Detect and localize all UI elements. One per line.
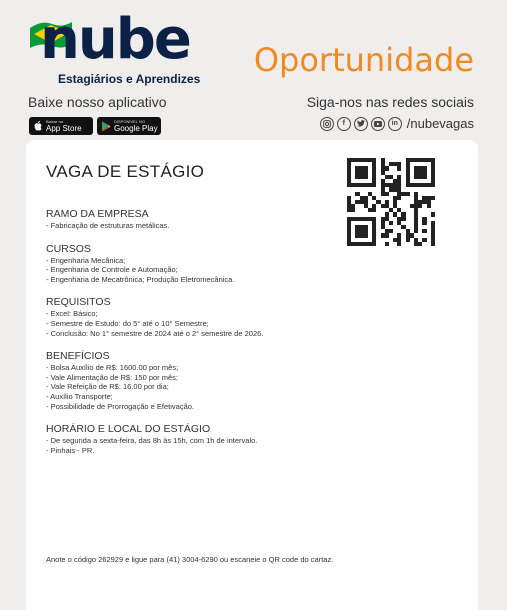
section-line: - Engenharia Mecânica; <box>46 255 126 265</box>
section-line: - Excel: Básico; <box>46 309 98 319</box>
job-card <box>26 140 478 610</box>
google-play-small-label: DISPONÍVEL NO <box>114 119 145 124</box>
footer-note: Anote o código 262929 e ligue para (41) 3004-6290 ou escaneie o QR code do cartaz. <box>46 555 334 564</box>
social-links <box>320 116 474 131</box>
nube-logo <box>28 7 208 90</box>
app-download-text: Baixe nosso aplicativo <box>28 94 167 110</box>
section-title: HORÁRIO E LOCAL DO ESTÁGIO <box>46 423 211 436</box>
job-details <box>46 208 466 467</box>
section-title: BENEFÍCIOS <box>46 350 110 363</box>
section-title: REQUISITOS <box>46 296 111 309</box>
google-play-label: Google Play <box>114 124 158 133</box>
section-line: - Bolsa Auxílio de R$: 1600.00 por mês; <box>46 363 179 373</box>
section-line: - Fabricação de estruturas metálicas. <box>46 221 170 230</box>
logo-subtitle: Estagiários e Aprendizes <box>58 72 201 86</box>
facebook-icon[interactable]: f <box>337 117 351 131</box>
section-title: RAMO DA EMPRESA <box>46 208 149 220</box>
app-store-label: App Store <box>46 124 82 133</box>
job-section <box>46 208 466 231</box>
section-line: - Engenharia de Controle e Automação; <box>46 265 178 275</box>
section-line: - Vale Alimentação de R$: 150 por mês; <box>46 372 179 382</box>
google-play-badge[interactable] <box>97 117 161 135</box>
app-badges <box>29 117 161 135</box>
youtube-icon[interactable] <box>371 117 385 131</box>
section-line: - Possibilidade de Prorrogação e Efetivação. <box>46 401 195 411</box>
section-line: - Pinhais - PR. <box>46 445 95 455</box>
instagram-icon[interactable] <box>320 117 334 131</box>
section-line: - Vale Refeição de R$: 16.00 por dia; <box>46 382 169 392</box>
headline: Oportunidade <box>253 41 474 79</box>
job-section <box>46 243 466 285</box>
app-store-badge[interactable] <box>29 117 93 135</box>
section-line: - Semestre de Estudo: do 5° até o 10° Semestre; <box>46 318 209 328</box>
job-section <box>46 423 466 455</box>
google-play-icon <box>100 121 111 132</box>
section-line: - Conclusão: No 1° semestre de 2024 até o 2° semestre de 2026. <box>46 328 264 338</box>
section-line: - Engenharia de Mecatrônica; Produção Eletromecânica. <box>46 274 235 284</box>
job-section <box>46 350 466 411</box>
app-store-small-label: Baixar na <box>46 119 63 124</box>
section-title: CURSOS <box>46 242 91 255</box>
social-handle[interactable]: /nubevagas <box>406 116 474 131</box>
section-line: - Auxílio Transporte; <box>46 391 113 401</box>
twitter-icon[interactable] <box>354 117 368 131</box>
logo-word: nube <box>40 7 190 72</box>
job-section <box>46 296 466 338</box>
card-title: VAGA DE ESTÁGIO <box>46 162 205 181</box>
apple-icon <box>32 121 43 132</box>
social-follow-text: Siga-nos nas redes sociais <box>306 94 474 110</box>
linkedin-icon[interactable]: in <box>388 117 402 131</box>
section-line: - De segunda a sexta-feira, das 8h às 15h, com 1h de intervalo. <box>46 436 258 446</box>
